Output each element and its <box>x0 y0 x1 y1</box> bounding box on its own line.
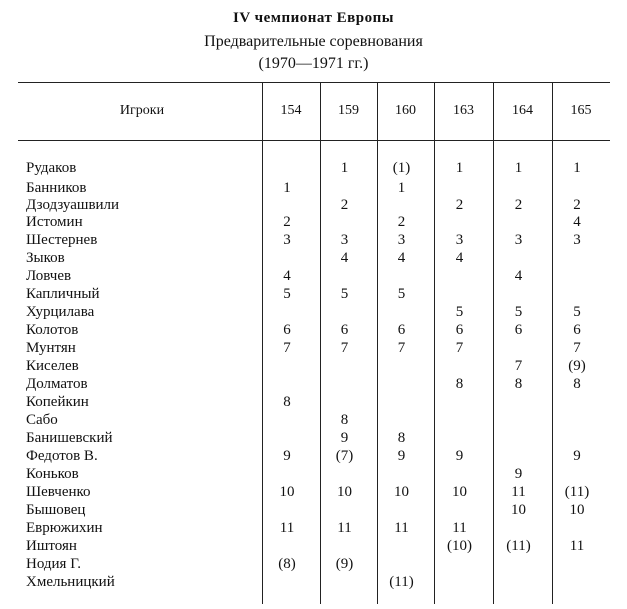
table-cell: 4 <box>514 268 523 284</box>
table-cell: 6 <box>283 322 291 338</box>
table-cell: 7 <box>455 340 464 356</box>
table-cell: 6 <box>455 322 464 338</box>
table-cell: 6 <box>514 322 523 338</box>
column-header: 154 <box>280 103 302 118</box>
table-cell: 3 <box>514 232 523 248</box>
table-cell: 7 <box>573 340 581 356</box>
table-cell: 2 <box>397 214 406 230</box>
player-name: Нодия Г. <box>26 556 81 572</box>
table-cell: (1) <box>392 160 411 176</box>
table-cell: (7) <box>335 448 354 464</box>
table-cell: 2 <box>340 197 349 213</box>
table-cell: 5 <box>340 286 349 302</box>
column-divider <box>262 82 263 604</box>
table-cell: 3 <box>283 232 291 248</box>
table-cell: 1 <box>283 180 291 196</box>
table-cell: 7 <box>283 340 291 356</box>
player-name: Федотов В. <box>26 448 98 464</box>
player-name: Капличный <box>26 286 100 302</box>
table-cell: 4 <box>397 250 406 266</box>
player-name: Коньков <box>26 466 79 482</box>
table-cell: 5 <box>283 286 291 302</box>
column-divider <box>320 82 321 604</box>
table-cell: 2 <box>455 197 464 213</box>
column-divider <box>434 82 435 604</box>
player-name: Ловчев <box>26 268 72 284</box>
table-cell: 8 <box>573 376 581 392</box>
table-cell: 9 <box>514 466 523 482</box>
player-name: Хурцилава <box>26 304 95 320</box>
header-divider <box>18 140 610 141</box>
player-name: Копейкин <box>26 394 89 410</box>
table-cell: 11 <box>337 520 352 536</box>
table-cell: 9 <box>340 430 349 446</box>
header-players: Игроки <box>119 103 165 118</box>
table-cell: 1 <box>340 160 349 176</box>
table-cell: 11 <box>279 520 295 536</box>
table-cell: 10 <box>511 502 526 518</box>
table-cell: 10 <box>337 484 352 500</box>
table-cell: 8 <box>455 376 464 392</box>
table-cell: 3 <box>340 232 349 248</box>
table-cell: (11) <box>389 574 414 590</box>
column-header: 163 <box>453 103 474 118</box>
table-cell: 3 <box>573 232 581 248</box>
table-cell: 9 <box>397 448 406 464</box>
table-cell: 11 <box>452 520 467 536</box>
column-header: 165 <box>570 103 592 118</box>
table-cell: (9) <box>568 358 586 374</box>
document-subtitle: Предварительные соревнования <box>204 33 423 50</box>
column-divider <box>493 82 494 604</box>
table-cell: 7 <box>514 358 523 374</box>
player-name: Рудаков <box>26 160 77 176</box>
table-cell: 9 <box>283 448 291 464</box>
player-name: Сабо <box>26 412 58 428</box>
player-name: Дзодзуашвили <box>26 197 120 213</box>
table-cell: 10 <box>569 502 585 518</box>
table-cell: 4 <box>283 268 291 284</box>
player-name: Еврюжихин <box>26 520 103 536</box>
table-cell: 5 <box>514 304 523 320</box>
table-cell: 10 <box>394 484 409 500</box>
column-header: 164 <box>512 103 533 118</box>
table-cell: 6 <box>340 322 349 338</box>
player-name: Иштоян <box>26 538 77 554</box>
table-cell: 2 <box>283 214 291 230</box>
table-cell: 2 <box>514 197 523 213</box>
table-cell: 11 <box>569 538 585 554</box>
table-cell: 5 <box>455 304 464 320</box>
table-cell: 1 <box>397 180 406 196</box>
table-cell: 3 <box>455 232 464 248</box>
player-name: Шевченко <box>26 484 91 500</box>
table-cell: 5 <box>573 304 581 320</box>
table-cell: 1 <box>573 160 581 176</box>
table-cell: 9 <box>455 448 464 464</box>
player-name: Долматов <box>26 376 88 392</box>
table-cell: 7 <box>340 340 349 356</box>
table-cell: 7 <box>397 340 406 356</box>
table-cell: 8 <box>283 394 291 410</box>
document-title: IV чемпионат Европы <box>233 10 394 26</box>
table-cell: (9) <box>335 556 354 572</box>
table-cell: 8 <box>397 430 406 446</box>
table-cell: 2 <box>573 197 581 213</box>
player-name: Зыков <box>26 250 65 266</box>
document-years: (1970—1971 гг.) <box>258 55 369 72</box>
table-cell: (11) <box>506 538 531 554</box>
table-cell: 8 <box>514 376 523 392</box>
table-cell: (11) <box>564 484 590 500</box>
table-cell: 8 <box>340 412 349 428</box>
table-cell: 6 <box>573 322 581 338</box>
table-cell: 11 <box>511 484 526 500</box>
table-cell: 11 <box>394 520 409 536</box>
table-cell: (8) <box>278 556 296 572</box>
table-cell: 3 <box>397 232 406 248</box>
table-cell: 9 <box>573 448 581 464</box>
table-cell: 4 <box>573 214 581 230</box>
player-name: Мунтян <box>26 340 76 356</box>
table-cell: 5 <box>397 286 406 302</box>
table-cell: 6 <box>397 322 406 338</box>
player-name: Бышовец <box>26 502 86 518</box>
column-header: 159 <box>338 103 359 118</box>
table-cell: 4 <box>340 250 349 266</box>
table-cell: 10 <box>452 484 467 500</box>
table-cell: 10 <box>279 484 295 500</box>
table-cell: 1 <box>514 160 523 176</box>
player-name: Банишевский <box>26 430 113 446</box>
player-name: Хмельницкий <box>26 574 115 590</box>
player-name: Колотов <box>26 322 79 338</box>
column-header: 160 <box>395 103 416 118</box>
table-cell: (10) <box>447 538 472 554</box>
column-divider <box>377 82 378 604</box>
player-name: Киселев <box>26 358 79 374</box>
player-name: Истомин <box>26 214 83 230</box>
column-divider <box>552 82 553 604</box>
table-cell: 1 <box>455 160 464 176</box>
player-name: Шестернев <box>26 232 98 248</box>
player-name: Банников <box>26 180 87 196</box>
table-cell: 4 <box>455 250 464 266</box>
